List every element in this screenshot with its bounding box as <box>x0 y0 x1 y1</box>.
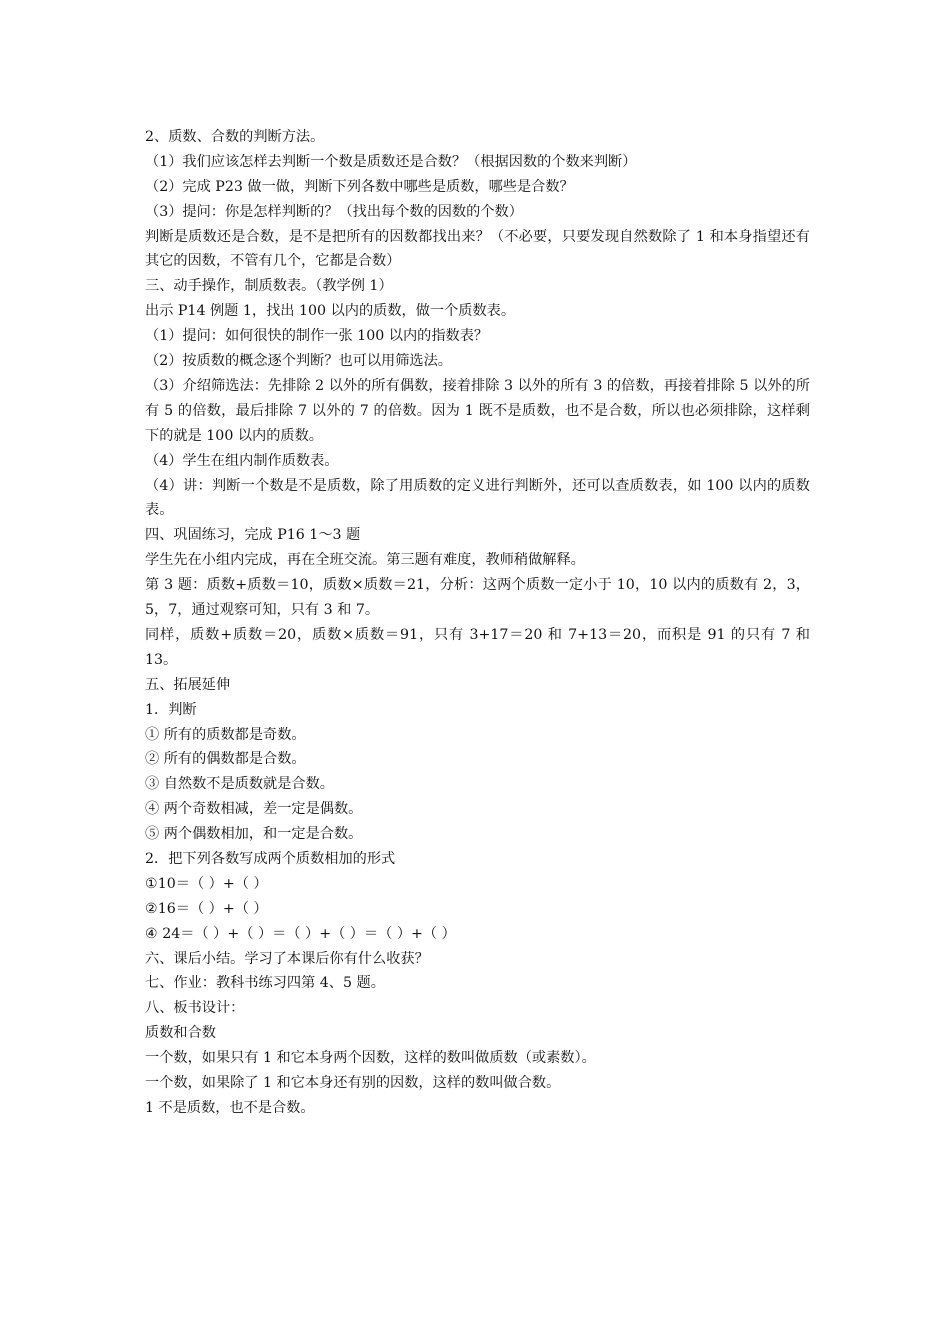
paragraph: 出示 P14 例题 1，找出 100 以内的质数，做一个质数表。 <box>145 303 516 320</box>
paragraph: （1）我们应该怎样去判断一个数是质数还是合数？（根据因数的个数来判断） <box>145 153 637 170</box>
section-heading: 八、板书设计： <box>145 1000 245 1017</box>
paragraph: 学生先在小组内完成，再在全班交流。第三题有难度，教师稍做解释。 <box>145 552 585 569</box>
section-heading: 五、拓展延伸 <box>145 676 231 693</box>
list-item: ④ 24＝（ ）+（ ）＝（ ）+（ ）＝（ ）+（ ） <box>145 925 456 942</box>
document-body <box>145 125 810 1121</box>
section-heading: 七、作业：教科书练习四第 4、5 题。 <box>145 975 385 992</box>
board-title: 质数和合数 <box>145 1025 216 1042</box>
paragraph: 1 不是质数，也不是合数。 <box>145 1099 315 1116</box>
list-item: ① 所有的质数都是奇数。 <box>145 726 306 743</box>
paragraph: （4）讲：判断一个数是不是质数，除了用质数的定义进行判断外，还可以查质数表，如 100 以内的质数表。 <box>145 477 810 519</box>
section-heading: 四、巩固练习，完成 P16 1～3 题 <box>145 527 361 544</box>
paragraph: （1）提问：如何很快的制作一张 100 以内的指数表？ <box>145 328 489 345</box>
paragraph: 第 3 题：质数+质数＝10，质数×质数＝21，分析：这两个质数一定小于 10，10 以内的质数有 2，3，5，7，通过观察可知，只有 3 和 7。 <box>145 577 810 619</box>
list-item: ②16＝（ ）+（ ） <box>145 900 268 917</box>
list-item: ⑤ 两个偶数相加，和一定是合数。 <box>145 826 363 843</box>
paragraph: （3）提问：你是怎样判断的？（找出每个数的因数的个数） <box>145 203 523 220</box>
paragraph: （2）完成 P23 做一做，判断下列各数中哪些是质数，哪些是合数？ <box>145 178 574 195</box>
paragraph: 一个数，如果只有 1 和它本身两个因数，这样的数叫做质数（或素数）。 <box>145 1050 596 1067</box>
paragraph: 判断是质数还是合数，是不是把所有的因数都找出来？（不必要，只要发现自然数除了 1 和本身指望还有其它的因数，不管有几个，它都是合数） <box>145 228 810 270</box>
paragraph: （2）按质数的概念逐个判断？也可以用筛选法。 <box>145 353 452 370</box>
subheading: 1．判断 <box>145 701 197 718</box>
list-item: ② 所有的偶数都是合数。 <box>145 751 306 768</box>
paragraph: 同样，质数+质数＝20，质数×质数＝91，只有 3+17＝20 和 7+13＝20，而积是 91 的只有 7 和 13。 <box>145 626 810 668</box>
section-heading: 三、动手操作，制质数表。（教学例 1） <box>145 278 393 295</box>
list-item: ③ 自然数不是质数就是合数。 <box>145 776 334 793</box>
subheading: 2．把下列各数写成两个质数相加的形式 <box>145 851 396 867</box>
paragraph: 一个数，如果除了 1 和它本身还有别的因数，这样的数叫做合数。 <box>145 1075 561 1092</box>
paragraph: （3）介绍筛选法：先排除 2 以外的所有偶数，接着排除 3 以外的所有 3 的倍数，再接着排除 5 以外的所有 5 的倍数，最后排除 7 以外的 7 的倍数。因为 1 既不是质数，也不是合数，所以也必须排除，这样剩下的就是 100 以内的质数。 <box>145 377 810 444</box>
section-heading: 六、课后小结。学习了本课后你有什么收获？ <box>145 950 429 967</box>
paragraph: （4）学生在组内制作质数表。 <box>145 452 339 469</box>
list-item: ①10＝（ ）+（ ） <box>145 875 268 892</box>
list-item: ④ 两个奇数相减，差一定是偶数。 <box>145 801 363 818</box>
section-heading: 2、质数、合数的判断方法。 <box>145 129 325 145</box>
